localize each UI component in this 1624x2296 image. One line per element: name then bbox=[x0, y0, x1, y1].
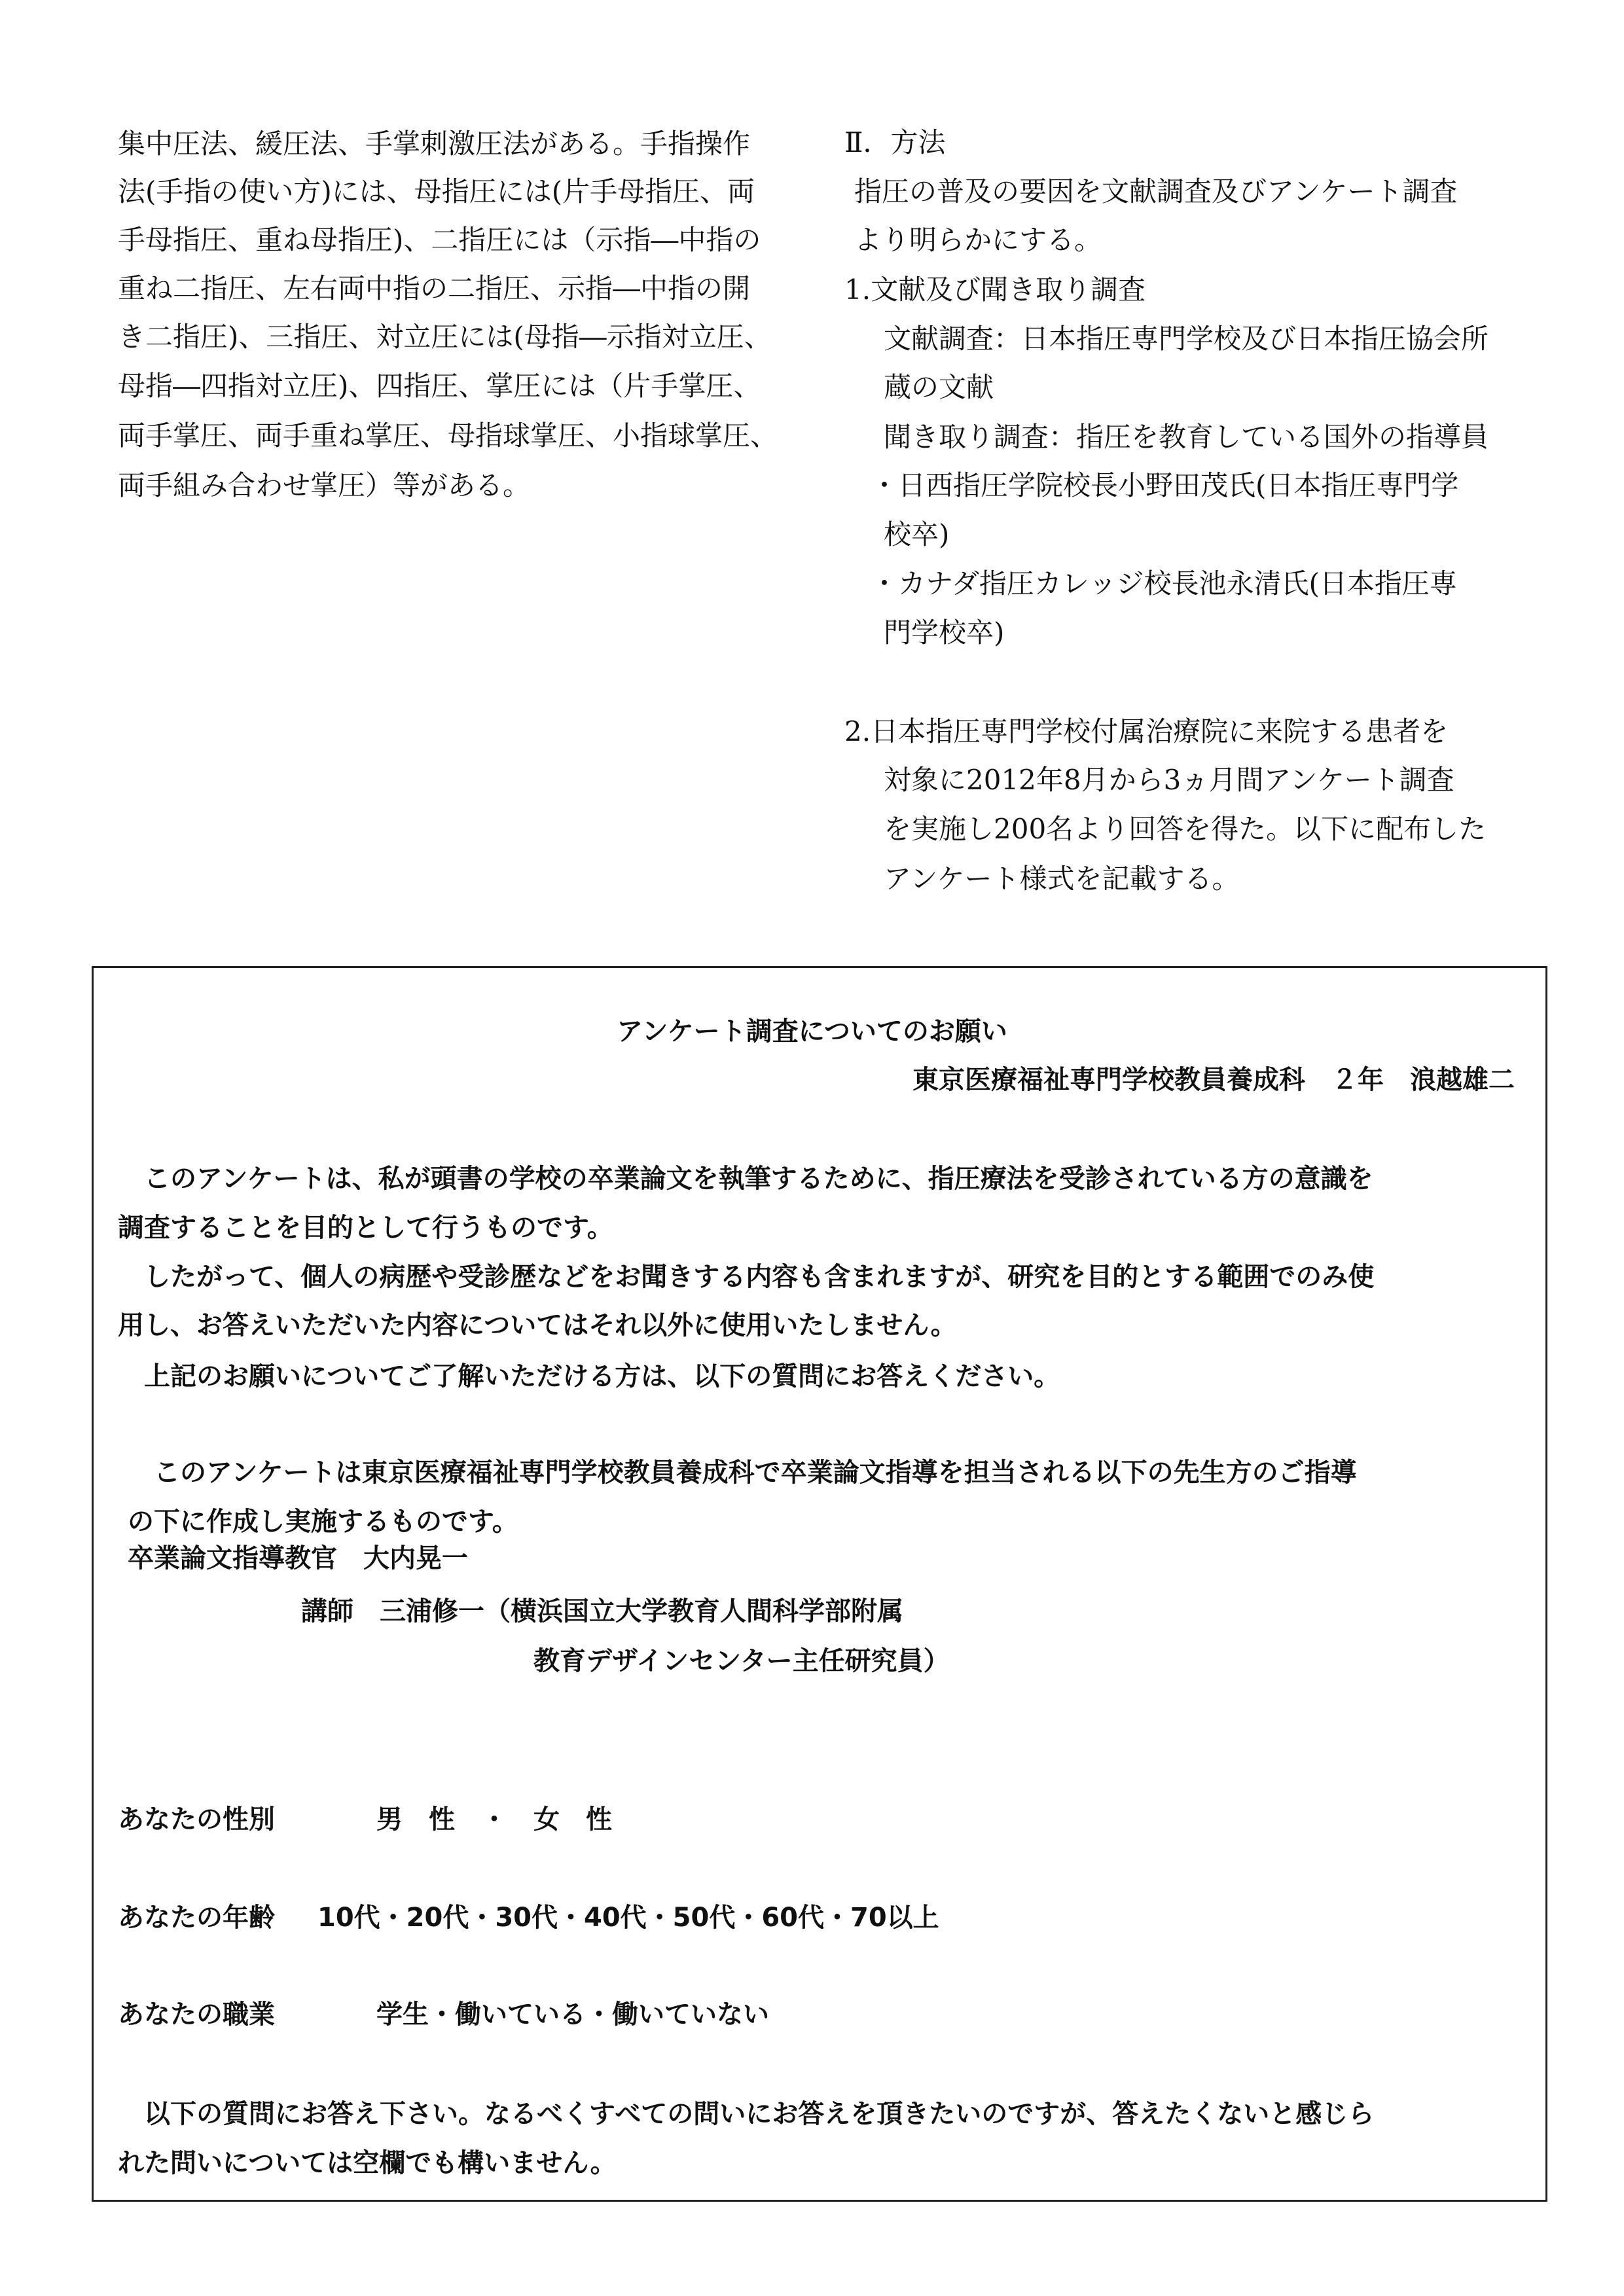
survey-title: アンケート調査についてのお願い bbox=[617, 1016, 1007, 1047]
item1-line: 蔵の文献 bbox=[884, 371, 994, 403]
paragraph-1-line: 調査することを目的として行うものです。 bbox=[118, 1213, 613, 1243]
body-text-line: 母指―四指対立圧)、四指圧、掌圧には（片手掌圧、 bbox=[118, 370, 761, 402]
closing-line: れた問いについては空欄でも構いません。 bbox=[118, 2148, 617, 2178]
paragraph-1-line: 用し、お答えいただいた内容についてはそれ以外に使用いたしません。 bbox=[118, 1310, 957, 1340]
lecturer-line-2: 教育デザインセンター主任研究員） bbox=[533, 1646, 950, 1676]
advisor: 卒業論文指導教官 大内晃一 bbox=[128, 1543, 468, 1573]
paragraph-2-line: の下に作成し実施するものです。 bbox=[128, 1507, 518, 1537]
paragraph-2-line: このアンケートは東京医療福祉専門学校教員養成科で卒業論文指導を担当される以下の先生方のご指導 bbox=[128, 1458, 1357, 1488]
body-text-line: 重ね二指圧、左右両中指の二指圧、示指―中指の開 bbox=[118, 272, 751, 304]
body-text-line: 両手掌圧、両手重ね掌圧、母指球掌圧、小指球掌圧、 bbox=[118, 420, 778, 452]
job-label: あなたの職業 bbox=[118, 2000, 275, 2030]
age-label: あなたの年齢 bbox=[118, 1903, 275, 1933]
gender-label: あなたの性別 bbox=[118, 1804, 275, 1835]
paragraph-1-line: したがって、個人の病歴や受診歴などをお聞きする内容も含まれますが、研究を目的とする範囲でのみ使 bbox=[118, 1262, 1375, 1292]
intro-line: 指圧の普及の要因を文献調査及びアンケート調査 bbox=[854, 175, 1458, 207]
survey-author: 東京医療福祉専門学校教員養成科 ２年 浪越雄二 bbox=[912, 1065, 1515, 1095]
age-options[interactable]: 10代・20代・30代・40代・50代・60代・70以上 bbox=[317, 1903, 939, 1933]
body-text-line: き二指圧)、三指圧、対立圧には(母指―示指対立圧、 bbox=[118, 321, 772, 353]
intro-line: より明らかにする。 bbox=[854, 224, 1102, 256]
closing-line: 以下の質問にお答え下さい。なるべくすべての問いにお答えを頂きたいのですが、答えたくないと感じら bbox=[118, 2099, 1375, 2129]
item1-title: 1.文献及び聞き取り調査 bbox=[844, 274, 1146, 306]
item1-line: 文献調査：日本指圧専門学校及び日本指圧協会所 bbox=[884, 323, 1489, 355]
paragraph-1-line: 上記のお願いについてご了解いただける方は、以下の質問にお答えください。 bbox=[118, 1361, 1060, 1391]
body-text-line: 手母指圧、重ね母指圧)、二指圧には（示指―中指の bbox=[118, 224, 761, 256]
body-text-line: 集中圧法、緩圧法、手掌刺激圧法がある。手指操作 bbox=[118, 128, 751, 160]
gender-options[interactable]: 男 性 ・ 女 性 bbox=[376, 1804, 612, 1835]
item2-line: アンケート様式を記載する。 bbox=[884, 863, 1240, 895]
survey-form-box bbox=[92, 966, 1547, 2202]
item2-line: 2.日本指圧専門学校付属治療院に来院する患者を bbox=[844, 715, 1449, 747]
lecturer-line-1: 講師 三浦修一（横浜国立大学教育人間科学部附属 bbox=[301, 1596, 903, 1626]
body-text-line: 両手組み合わせ掌圧）等がある。 bbox=[118, 469, 531, 501]
job-options[interactable]: 学生・働いている・働いていない bbox=[376, 2000, 769, 2030]
item1-line: 聞き取り調査：指圧を教育している国外の指導員 bbox=[884, 421, 1489, 453]
paragraph-1-line: このアンケートは、私が頭書の学校の卒業論文を執筆するために、指圧療法を受診されている方の意識を bbox=[118, 1164, 1373, 1194]
section-heading: Ⅱ．方法 bbox=[844, 126, 946, 158]
item2-line: 対象に2012年8月から3ヵ月間アンケート調査 bbox=[884, 764, 1454, 796]
item1-line: ・カナダ指圧カレッジ校長池永清氏(日本指圧専 bbox=[871, 567, 1457, 600]
item1-line: ・日西指圧学院校長小野田茂氏(日本指圧専門学 bbox=[871, 469, 1459, 501]
body-text-line: 法(手指の使い方)には、母指圧には(片手母指圧、両 bbox=[118, 175, 755, 207]
item1-line: 校卒) bbox=[884, 518, 950, 550]
item1-line: 門学校卒) bbox=[884, 617, 1005, 649]
item2-line: を実施し200名より回答を得た。以下に配布した bbox=[884, 813, 1487, 845]
